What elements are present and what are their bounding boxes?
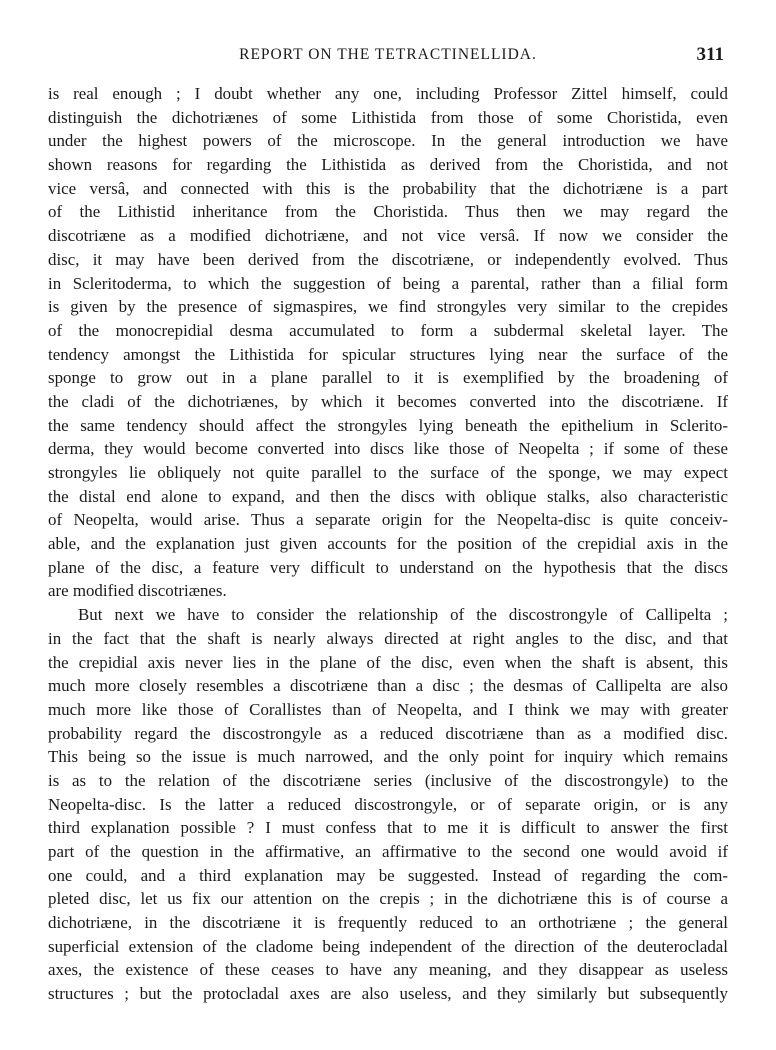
text-line: plane of the disc, a feature very difficult to understand on the hypothesis that the discs: [48, 557, 728, 577]
running-head: [48, 46, 728, 68]
text-line: is given by the presence of sigmaspires, we find strongyles very similar to the crepides: [48, 297, 728, 317]
text-line: is real enough ; I doubt whether any one, including Professor Zittel himself, could: [48, 84, 728, 103]
text-line: sponge to grow out in a plane parallel to it is exemplified by the broadening of: [48, 368, 728, 388]
text-line: superficial extension of the cladome being independent of the direction of the deuterocladal: [48, 936, 728, 956]
text-line: probability regard the discostrongyle as a reduced discotriæne than as a modified disc.: [48, 723, 728, 743]
body-text: [48, 82, 728, 1006]
text-line: axes, the existence of these ceases to have any meaning, and they disappear as useless: [48, 960, 728, 980]
text-line: part of the question in the affirmative, an affirmative to the second one would avoid if: [48, 842, 728, 861]
text-line: much more closely resembles a discotriæne than a disc ; the desmas of Callipelta are also: [48, 676, 728, 696]
text-line: Neopelta-disc. Is the latter a reduced discostrongyle, or of separate origin, or is any: [48, 794, 728, 814]
text-line: the crepidial axis never lies in the plane of the disc, even when the shaft is absent, this: [48, 652, 728, 672]
text-line: shown reasons for regarding the Lithistida as derived from the Choristida, and not: [48, 155, 728, 175]
text-line: tendency amongst the Lithistida for spicular structures lying near the surface of the: [48, 344, 728, 364]
text-line: able, and the explanation just given accounts for the position of the crepidial axis in the: [48, 534, 728, 554]
text-line: of the monocrepidial desma accumulated to form a subdermal skeletal layer. The: [48, 320, 728, 340]
text-line: of Neopelta, would arise. Thus a separate origin for the Neopelta-disc is quite conceiv-: [48, 510, 728, 530]
text-line: vice versâ, and connected with this is the probability that the dichotriæne is a part: [48, 178, 728, 198]
text-line: third explanation possible ? I must confess that to me it is difficult to answer the first: [48, 818, 728, 838]
page-number: 311: [696, 44, 724, 65]
running-title: REPORT ON THE TETRACTINELLIDA.: [239, 46, 537, 63]
text-line: structures ; but the protocladal axes are also useless, and they similarly but subsequently: [48, 984, 728, 1004]
text-line: But next we have to consider the relationship of the discostrongyle of Callipelta ;: [78, 605, 728, 625]
text-line: are modified discotriænes.: [48, 581, 227, 601]
paragraph-1: [48, 82, 728, 603]
text-line: much more like those of Corallistes than of Neopelta, and I think we may with greater: [48, 699, 728, 719]
text-line: of the Lithistid inheritance from the Choristida. Thus then we may regard the: [48, 202, 728, 222]
text-line: dichotriæne, in the discotriæne it is frequently reduced to an orthotriæne ; the general: [48, 913, 728, 933]
text-line: in Scleritoderma, to which the suggestion of being a parental, rather than a filial form: [48, 273, 728, 293]
text-line: the same tendency should affect the strongyles lying beneath the epithelium in Sclerito-: [48, 415, 728, 435]
text-line: disc, it may have been derived from the discotriæne, or independently evolved. Thus: [48, 249, 728, 269]
text-line: strongyles lie obliquely not quite parallel to the surface of the sponge, we may expect: [48, 463, 728, 482]
text-line: under the highest powers of the microscope. In the general introduction we have: [48, 131, 728, 151]
paragraph-2: [48, 603, 728, 1006]
text-line: in the fact that the shaft is nearly always directed at right angles to the disc, and that: [48, 628, 728, 648]
text-line: discotriæne as a modified dichotriæne, and not vice versâ. If now we consider the: [48, 226, 728, 246]
text-line: the distal end alone to expand, and then the discs with oblique stalks, also characteristic: [48, 486, 728, 506]
text-line: the cladi of the dichotriænes, by which it becomes converted into the discotriæne. If: [48, 391, 728, 411]
text-line: is as to the relation of the discotriæne series (inclusive of the discostrongyle) to the: [48, 770, 728, 790]
text-line: derma, they would become converted into discs like those of Neopelta ; if some of these: [48, 439, 728, 459]
text-line: pleted disc, let us fix our attention on the crepis ; in the dichotriæne this is of course a: [48, 889, 728, 909]
text-line: This being so the issue is much narrowed, and the only point for inquiry which remains: [48, 747, 728, 767]
text-line: one could, and a third explanation may be suggested. Instead of regarding the com-: [48, 865, 728, 885]
text-line: distinguish the dichotriænes of some Lithistida from those of some Choristida, even: [48, 107, 728, 127]
